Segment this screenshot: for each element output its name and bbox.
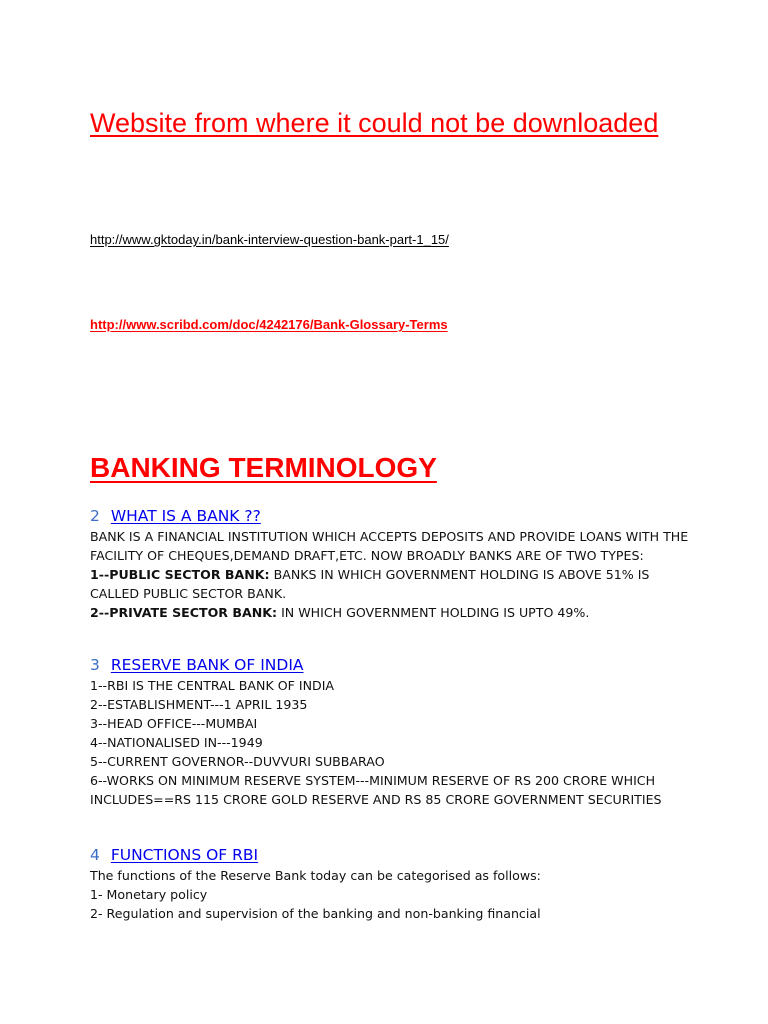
term-label: 1--PUBLIC SECTOR BANK: xyxy=(90,567,270,582)
page-title: Website from where it could not be downloaded xyxy=(90,108,659,138)
section-number: 3 xyxy=(90,656,100,674)
section-number: 4 xyxy=(90,846,100,864)
main-title: BANKING TERMINOLOGY xyxy=(90,452,437,483)
list-item: 5--CURRENT GOVERNOR--DUVVURI SUBBARAO xyxy=(90,754,385,769)
list-item: 3--HEAD OFFICE---MUMBAI xyxy=(90,716,258,731)
section-body xyxy=(90,866,700,923)
list-item: The functions of the Reserve Bank today can be categorised as follows: xyxy=(90,868,541,883)
gktoday-link[interactable]: http://www.gktoday.in/bank-interview-question-bank-part-1_15/ xyxy=(90,232,449,247)
section-reserve-bank xyxy=(90,654,700,809)
section-heading-link[interactable]: FUNCTIONS OF RBI xyxy=(110,846,259,864)
section-heading xyxy=(90,654,700,676)
list-item xyxy=(90,603,700,622)
list-item: 1- Monetary policy xyxy=(90,887,208,902)
list-item: 4--NATIONALISED IN---1949 xyxy=(90,735,263,750)
list-item: 6--WORKS ON MINIMUM RESERVE SYSTEM---MINIMUM RESERVE OF RS 200 CRORE WHICH INCLUDES==RS 115 CRORE GOLD RESERVE AND RS 85 CRORE GOVERNMENT SECURITIES xyxy=(90,773,662,807)
section-functions-of-rbi xyxy=(90,844,700,923)
list-item: 2- Regulation and supervision of the banking and non-banking financial xyxy=(90,906,541,921)
term-text: IN WHICH GOVERNMENT HOLDING IS UPTO 49%. xyxy=(281,605,590,620)
section-what-is-a-bank xyxy=(90,505,700,622)
term-text: BANKS IN WHICH GOVERNMENT HOLDING IS ABOVE 51% IS CALLED PUBLIC SECTOR BANK. xyxy=(90,567,650,601)
section-heading-link[interactable]: WHAT IS A BANK ?? xyxy=(110,507,261,525)
term-label: 2--PRIVATE SECTOR BANK: xyxy=(90,605,278,620)
section-heading xyxy=(90,505,700,527)
section-number: 2 xyxy=(90,507,100,525)
section-body xyxy=(90,527,700,622)
section-heading xyxy=(90,844,700,866)
scribd-link[interactable]: http://www.scribd.com/doc/4242176/Bank-Glossary-Terms xyxy=(90,317,448,332)
bank-definition: BANK IS A FINANCIAL INSTITUTION WHICH ACCEPTS DEPOSITS AND PROVIDE LOANS WITH THE FACILITY OF CHEQUES,DEMAND DRAFT,ETC. NOW BROADLY BANKS ARE OF TWO TYPES: xyxy=(90,529,689,563)
list-item: 1--RBI IS THE CENTRAL BANK OF INDIA xyxy=(90,678,335,693)
list-item xyxy=(90,565,700,603)
section-heading-link[interactable]: RESERVE BANK OF INDIA xyxy=(110,656,304,674)
section-body xyxy=(90,676,700,809)
list-item: 2--ESTABLISHMENT---1 APRIL 1935 xyxy=(90,697,308,712)
